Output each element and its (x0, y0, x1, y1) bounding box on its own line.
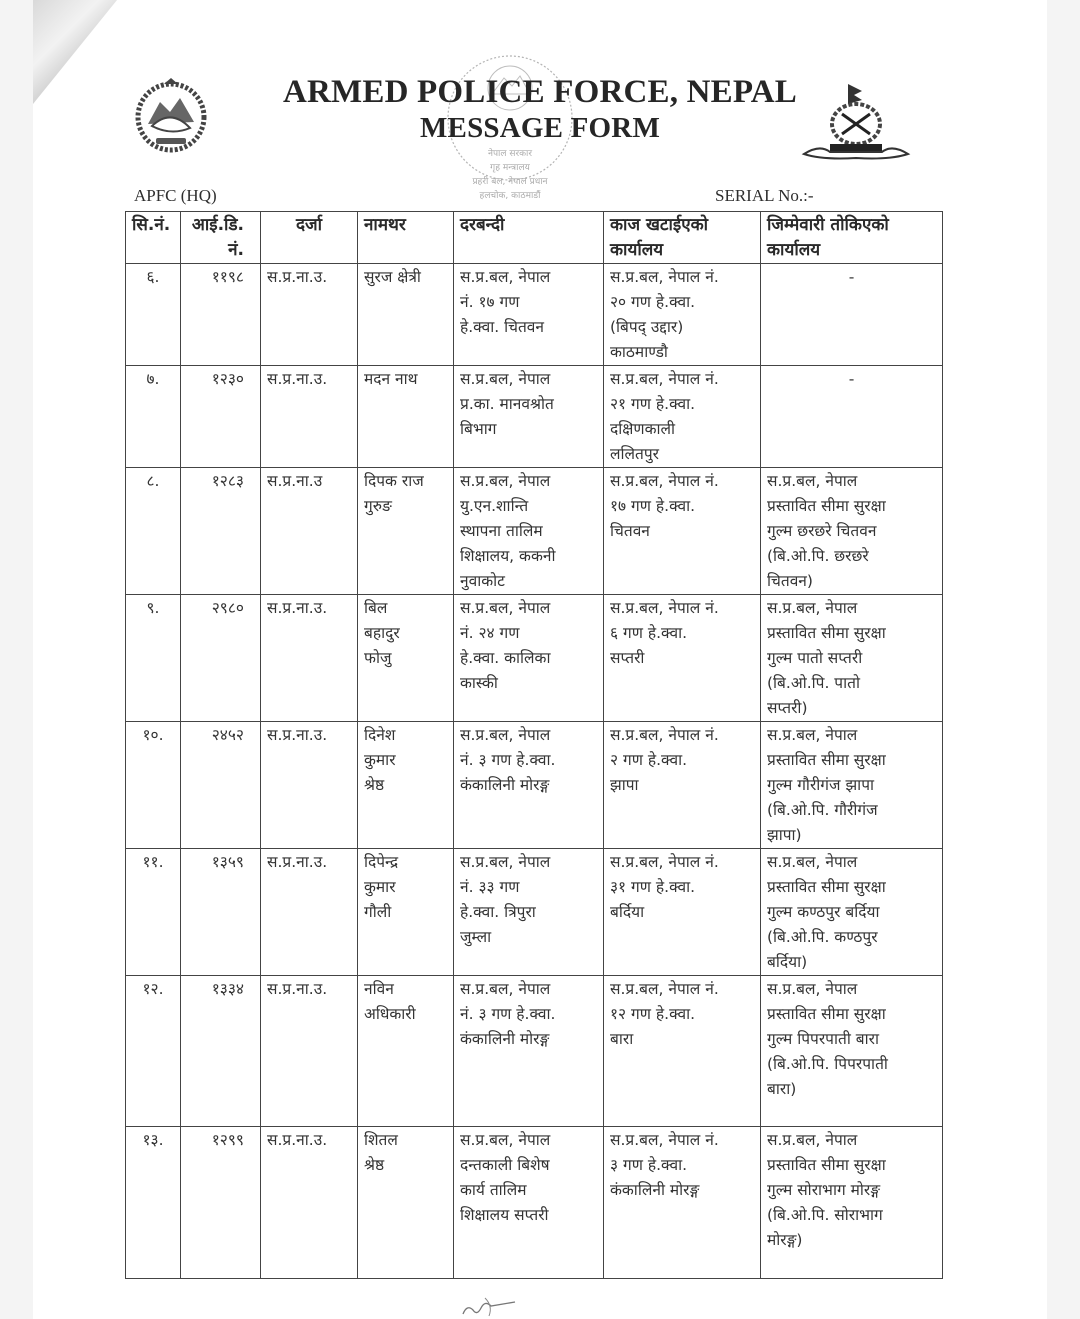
svg-text:प्रहरी बल, नेपाल प्रधान: प्रहरी बल, नेपाल प्रधान (472, 177, 548, 187)
cell-id: १२८३ (181, 468, 261, 595)
cell-serial: ८. (126, 468, 181, 595)
cell-name (358, 366, 454, 468)
cell-assigned-office-line: (बि.ओ.पि. पिपरपाती (767, 1055, 888, 1073)
cell-serial: ९. (126, 595, 181, 722)
cell-name-line: दिपेन्द्र (364, 853, 399, 871)
cell-id: २९८० (181, 595, 261, 722)
cell-name-line: सुरज क्षेत्री (364, 268, 421, 286)
cell-posting (454, 849, 604, 976)
form-title: MESSAGE FORM (419, 112, 661, 144)
cell-posting-line: जुम्ला (460, 928, 492, 946)
cell-assigned-office-line: (बि.ओ.पि. गौरीगंज (767, 801, 878, 819)
cell-name-line: कुमार (364, 878, 396, 896)
table-row (126, 366, 943, 468)
cell-serial: १२. (126, 976, 181, 1127)
cell-assigned-office-line: स.प्र.बल, नेपाल (767, 472, 858, 490)
cell-name (358, 849, 454, 976)
cell-posting-line: कास्की (460, 674, 498, 692)
cell-assigned-office-line: प्रस्तावित सीमा सुरक्षा (767, 624, 886, 642)
cell-assigned-office-line: झापा) (767, 826, 802, 844)
table-row (126, 1127, 943, 1279)
cell-rank: स.प्र.ना.उ. (261, 595, 358, 722)
cell-deputed-office-line: स.प्र.बल, नेपाल नं. (610, 726, 719, 744)
cell-assigned-office-line: गुल्म पातो सप्तरी (767, 649, 863, 667)
cell-assigned-office (761, 595, 943, 722)
cell-name-line: अधिकारी (364, 1005, 416, 1023)
cell-name-line: दिपक राज (364, 472, 424, 490)
cell-serial: ११. (126, 849, 181, 976)
cell-assigned-office-line: स.प्र.बल, नेपाल (767, 599, 858, 617)
cell-deputed-office (604, 595, 761, 722)
cell-name (358, 595, 454, 722)
cell-posting-line: यु.एन.शान्ति (460, 497, 529, 515)
cell-deputed-office-line: १२ गण हे.क्वा. (610, 1005, 696, 1023)
cell-deputed-office-line: स.प्र.बल, नेपाल नं. (610, 1131, 719, 1149)
cell-assigned-office-line: स.प्र.बल, नेपाल (767, 853, 858, 871)
cell-rank: स.प्र.ना.उ. (261, 849, 358, 976)
cell-assigned-office-line: स.प्र.बल, नेपाल (767, 980, 858, 998)
cell-name (358, 976, 454, 1127)
column-header-assigned-office: जिम्मेवारी तोकिएको कार्यालय (761, 212, 943, 264)
cell-rank: स.प्र.ना.उ (261, 468, 358, 595)
cell-name-line: फोजु (364, 649, 392, 667)
cell-posting-line: स्थापना तालिम (460, 522, 543, 540)
cell-deputed-office-line: स.प्र.बल, नेपाल नं. (610, 268, 719, 286)
cell-deputed-office-line: कंकालिनी मोरङ्ग (610, 1181, 700, 1199)
cell-posting-line: स.प्र.बल, नेपाल (460, 370, 551, 388)
cell-assigned-office-line: चितवन) (767, 572, 813, 590)
column-header-name: नामथर (358, 212, 454, 264)
cell-assigned-office-line: प्रस्तावित सीमा सुरक्षा (767, 751, 886, 769)
cell-assigned-office-line: प्रस्तावित सीमा सुरक्षा (767, 878, 886, 896)
svg-text:गृह मन्त्रालय: गृह मन्त्रालय (490, 163, 530, 173)
cell-posting-line: कार्य तालिम (460, 1181, 527, 1199)
cell-id: २४५२ (181, 722, 261, 849)
cell-name-line: श्रेष्ठ (364, 1156, 385, 1174)
cell-assigned-office-line: (बि.ओ.पि. पातो (767, 674, 860, 692)
column-header-id: आई.डि. नं. (181, 212, 261, 264)
column-header-serial: सि.नं. (126, 212, 181, 264)
cell-deputed-office-line: २१ गण हे.क्वा. (610, 395, 696, 413)
cell-assigned-office-line: गुल्म छरछरे चितवन (767, 522, 877, 540)
cell-posting-line: नं. १७ गण (460, 293, 520, 311)
cell-posting-line: नं. २४ गण (460, 624, 520, 642)
cell-assigned-office-line: - (848, 370, 855, 388)
cell-deputed-office (604, 468, 761, 595)
cell-posting-line: स.प्र.बल, नेपाल (460, 980, 551, 998)
column-header-posting: दरबन्दी (454, 212, 604, 264)
cell-deputed-office-line: बारा (610, 1030, 634, 1048)
cell-posting (454, 1127, 604, 1279)
table-row (126, 976, 943, 1127)
cell-posting-line: हे.क्वा. त्रिपुरा (460, 903, 536, 921)
table-row (126, 849, 943, 976)
organization-title: ARMED POLICE FORCE, NEPAL (282, 74, 798, 110)
cell-rank: स.प्र.ना.उ. (261, 1127, 358, 1279)
cell-name-line: गौली (364, 903, 392, 921)
svg-text:हलचोक, काठमाडौं: हलचोक, काठमाडौं (479, 191, 541, 201)
cell-assigned-office (761, 722, 943, 849)
cell-deputed-office-line: दक्षिणकाली (610, 420, 676, 438)
cell-deputed-office-line: (बिपद् उद्दार) (610, 318, 684, 336)
cell-posting-line: बिभाग (460, 420, 497, 438)
cell-name (358, 722, 454, 849)
cell-rank: स.प्र.ना.उ. (261, 976, 358, 1127)
cell-name-line: मदन नाथ (364, 370, 418, 388)
cell-assigned-office-line: स.प्र.बल, नेपाल (767, 1131, 858, 1149)
table-row (126, 595, 943, 722)
cell-posting (454, 468, 604, 595)
cell-assigned-office-line: प्रस्तावित सीमा सुरक्षा (767, 497, 886, 515)
cell-id: ११९८ (181, 264, 261, 366)
cell-id: १३५९ (181, 849, 261, 976)
cell-assigned-office (761, 849, 943, 976)
cell-posting-line: स.प्र.बल, नेपाल (460, 599, 551, 617)
cell-deputed-office (604, 976, 761, 1127)
cell-deputed-office-line: काठमाण्डौ (610, 343, 668, 361)
cell-name-line: दिनेश (364, 726, 396, 744)
cell-posting-line: नं. ३ गण हे.क्वा. (460, 751, 556, 769)
cell-deputed-office-line: स.प्र.बल, नेपाल नं. (610, 472, 719, 490)
cell-posting-line: हे.क्वा. चितवन (460, 318, 545, 336)
cell-deputed-office (604, 1127, 761, 1279)
cell-name-line: नविन (364, 980, 394, 998)
cell-name-line: गुरुङ (364, 497, 392, 515)
table-row (126, 468, 943, 595)
cell-deputed-office-line: स.प्र.बल, नेपाल नं. (610, 599, 719, 617)
cell-assigned-office-line: प्रस्तावित सीमा सुरक्षा (767, 1005, 886, 1023)
cell-posting-line: स.प्र.बल, नेपाल (460, 268, 551, 286)
cell-assigned-office-line: गुल्म कण्ठपुर बर्दिया (767, 903, 880, 921)
cell-name-line: शितल (364, 1131, 398, 1149)
table-row (126, 264, 943, 366)
cell-deputed-office-line: २० गण हे.क्वा. (610, 293, 696, 311)
cell-rank: स.प्र.ना.उ. (261, 366, 358, 468)
cell-name-line: कुमार (364, 751, 396, 769)
cell-assigned-office (761, 468, 943, 595)
cell-deputed-office-line: चितवन (610, 522, 650, 540)
cell-deputed-office-line: ललितपुर (610, 445, 660, 463)
cell-assigned-office (761, 264, 943, 366)
cell-rank: स.प्र.ना.उ. (261, 264, 358, 366)
cell-assigned-office-line: सप्तरी) (767, 699, 808, 717)
svg-text:नेपाल सरकार: नेपाल सरकार (487, 149, 533, 159)
cell-assigned-office-line: प्रस्तावित सीमा सुरक्षा (767, 1156, 886, 1174)
cell-rank: स.प्र.ना.उ. (261, 722, 358, 849)
cell-posting-line: प्र.का. मानवश्रोत (460, 395, 554, 413)
cell-name (358, 264, 454, 366)
cell-posting-line: शिक्षालय सप्तरी (460, 1206, 549, 1224)
cell-deputed-office (604, 264, 761, 366)
cell-deputed-office-line: ६ गण हे.क्वा. (610, 624, 688, 642)
cell-deputed-office-line: बर्दिया (610, 903, 645, 921)
cell-deputed-office (604, 722, 761, 849)
cell-deputed-office-line: ३१ गण हे.क्वा. (610, 878, 696, 896)
cell-assigned-office-line: मोरङ्ग) (767, 1231, 803, 1249)
cell-posting-line: शिक्षालय, ककनी (460, 547, 556, 565)
cell-posting-line: दन्तकाली बिशेष (460, 1156, 550, 1174)
cell-posting-line: नं. ३३ गण (460, 878, 520, 896)
cell-assigned-office-line: (बि.ओ.पि. सोराभाग (767, 1206, 883, 1224)
cell-posting-line: नुवाकोट (460, 572, 505, 590)
cell-posting-line: स.प्र.बल, नेपाल (460, 726, 551, 744)
cell-assigned-office-line: गुल्म गौरीगंज झापा (767, 776, 875, 794)
cell-deputed-office-line: १७ गण हे.क्वा. (610, 497, 696, 515)
cell-name-line: श्रेष्ठ (364, 776, 385, 794)
table-row (126, 722, 943, 849)
cell-assigned-office (761, 366, 943, 468)
cell-posting-line: स.प्र.बल, नेपाल (460, 1131, 551, 1149)
cell-deputed-office (604, 849, 761, 976)
cell-assigned-office-line: बर्दिया) (767, 953, 808, 971)
cell-assigned-office-line: गुल्म पिपरपाती बारा (767, 1030, 879, 1048)
cell-serial: १०. (126, 722, 181, 849)
cell-id: १२३० (181, 366, 261, 468)
cell-name (358, 468, 454, 595)
cell-assigned-office-line: गुल्म सोराभाग मोरङ्ग (767, 1181, 881, 1199)
cell-deputed-office-line: २ गण हे.क्वा. (610, 751, 688, 769)
cell-posting (454, 366, 604, 468)
cell-name (358, 1127, 454, 1279)
cell-name-line: बहादुर (364, 624, 400, 642)
cell-assigned-office-line: - (848, 268, 855, 286)
serial-number-label: SERIAL No.:- (715, 186, 814, 205)
cell-assigned-office (761, 1127, 943, 1279)
cell-assigned-office (761, 976, 943, 1127)
office-reference: APFC (HQ) (134, 186, 217, 205)
cell-deputed-office-line: स.प्र.बल, नेपाल नं. (610, 370, 719, 388)
cell-posting (454, 264, 604, 366)
cell-deputed-office (604, 366, 761, 468)
cell-serial: ७. (126, 366, 181, 468)
cell-posting (454, 595, 604, 722)
cell-assigned-office-line: (बि.ओ.पि. कण्ठपुर (767, 928, 878, 946)
cell-deputed-office-line: ३ गण हे.क्वा. (610, 1156, 688, 1174)
cell-id: १२९९ (181, 1127, 261, 1279)
table-header-row (126, 212, 943, 264)
cell-deputed-office-line: स.प्र.बल, नेपाल नं. (610, 853, 719, 871)
cell-posting-line: स.प्र.बल, नेपाल (460, 472, 551, 490)
cell-posting-line: स.प्र.बल, नेपाल (460, 853, 551, 871)
cell-assigned-office-line: स.प्र.बल, नेपाल (767, 726, 858, 744)
cell-deputed-office-line: स.प्र.बल, नेपाल नं. (610, 980, 719, 998)
cell-posting-line: कंकालिनी मोरङ्ग (460, 1030, 550, 1048)
cell-assigned-office-line: बारा) (767, 1080, 797, 1098)
cell-id: १३३४ (181, 976, 261, 1127)
column-header-rank: दर्जा (261, 212, 358, 264)
cell-posting-line: कंकालिनी मोरङ्ग (460, 776, 550, 794)
cell-posting-line: नं. ३ गण हे.क्वा. (460, 1005, 556, 1023)
column-header-deputed-office: काज खटाईएको कार्यालय (604, 212, 761, 264)
transfer-table (125, 211, 943, 1279)
cell-deputed-office-line: झापा (610, 776, 639, 794)
cell-deputed-office-line: सप्तरी (610, 649, 645, 667)
signature (455, 1296, 525, 1319)
cell-serial: १३. (126, 1127, 181, 1279)
cell-posting-line: हे.क्वा. कालिका (460, 649, 551, 667)
cell-name-line: बिल (364, 599, 388, 617)
cell-posting (454, 976, 604, 1127)
cell-assigned-office-line: (बि.ओ.पि. छरछरे (767, 547, 869, 565)
cell-posting (454, 722, 604, 849)
cell-serial: ६. (126, 264, 181, 366)
